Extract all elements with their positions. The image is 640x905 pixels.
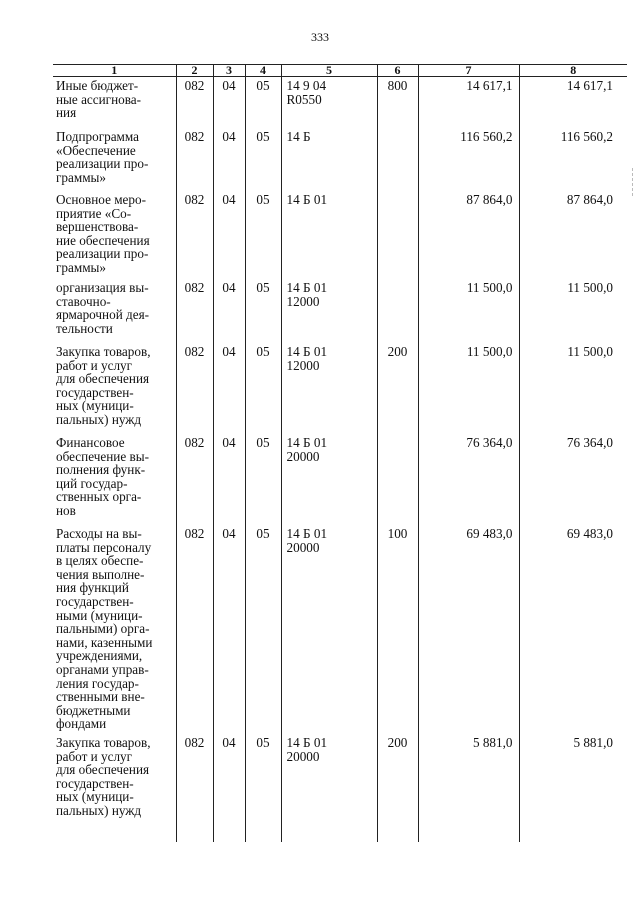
ministry-code: 082 <box>176 527 213 736</box>
ministry-code: 082 <box>176 736 213 842</box>
col-header: 7 <box>418 65 519 77</box>
section-code: 04 <box>213 281 245 345</box>
table-row <box>53 345 627 436</box>
row-name: Основное меро- приятие «Со- вершенствова- ние обеспечения реализации про- граммы» <box>53 193 176 281</box>
row-name: Финансовое обеспечение вы- полнения функ- ций государ- ственных орга- нов <box>53 436 176 527</box>
target-code: 14 Б 01 <box>281 193 377 281</box>
amount-col8: 5 881,0 <box>519 736 627 842</box>
amount-col8: 87 864,0 <box>519 193 627 281</box>
header-row <box>53 65 627 77</box>
amount-col7: 5 881,0 <box>418 736 519 842</box>
target-code: 14 Б 01 12000 <box>281 345 377 436</box>
target-code: 14 Б 01 20000 <box>281 436 377 527</box>
amount-col8: 11 500,0 <box>519 281 627 345</box>
section-code: 04 <box>213 345 245 436</box>
subsection-code: 05 <box>245 281 281 345</box>
expense-type: 800 <box>377 77 418 131</box>
section-code: 04 <box>213 527 245 736</box>
target-code: 14 9 04 R0550 <box>281 77 377 131</box>
col-header: 3 <box>213 65 245 77</box>
target-code: 14 Б 01 20000 <box>281 736 377 842</box>
section-code: 04 <box>213 736 245 842</box>
row-name: организация вы- ставочно- ярмарочной дея- тельности <box>53 281 176 345</box>
amount-col8: 76 364,0 <box>519 436 627 527</box>
ministry-code: 082 <box>176 77 213 131</box>
amount-col7: 11 500,0 <box>418 345 519 436</box>
target-code: 14 Б 01 12000 <box>281 281 377 345</box>
col-header: 4 <box>245 65 281 77</box>
amount-col7: 87 864,0 <box>418 193 519 281</box>
amount-col8: 11 500,0 <box>519 345 627 436</box>
subsection-code: 05 <box>245 130 281 193</box>
amount-col7: 11 500,0 <box>418 281 519 345</box>
ministry-code: 082 <box>176 345 213 436</box>
ministry-code: 082 <box>176 193 213 281</box>
amount-col7: 14 617,1 <box>418 77 519 131</box>
expense-type <box>377 193 418 281</box>
row-name: Закупка товаров, работ и услуг для обеспечения государствен- ных (муници- пальных) нужд <box>53 345 176 436</box>
ministry-code: 082 <box>176 436 213 527</box>
amount-col8: 69 483,0 <box>519 527 627 736</box>
expense-type <box>377 130 418 193</box>
section-code: 04 <box>213 77 245 131</box>
budget-table <box>53 64 627 842</box>
amount-col7: 69 483,0 <box>418 527 519 736</box>
section-code: 04 <box>213 130 245 193</box>
col-header: 2 <box>176 65 213 77</box>
table-row <box>53 193 627 281</box>
subsection-code: 05 <box>245 193 281 281</box>
target-code: 14 Б 01 20000 <box>281 527 377 736</box>
col-header: 5 <box>281 65 377 77</box>
page-number: 333 <box>311 30 329 44</box>
amount-col7: 116 560,2 <box>418 130 519 193</box>
subsection-code: 05 <box>245 736 281 842</box>
col-header: 6 <box>377 65 418 77</box>
col-header: 8 <box>519 65 627 77</box>
section-code: 04 <box>213 436 245 527</box>
expense-type <box>377 281 418 345</box>
expense-type: 100 <box>377 527 418 736</box>
subsection-code: 05 <box>245 436 281 527</box>
row-name: Расходы на вы- платы персоналу в целях обеспе- чения выполне- ния функций государствен- ными (муници- пальными) орга- нами, казенными учреждениями, органами управ- ления государ- ственными вне- бюджетными фондами <box>53 527 176 736</box>
table-row <box>53 281 627 345</box>
expense-type: 200 <box>377 736 418 842</box>
table-row <box>53 130 627 193</box>
row-name: Подпрограмма «Обеспечение реализации про- граммы» <box>53 130 176 193</box>
subsection-code: 05 <box>245 77 281 131</box>
table-row <box>53 436 627 527</box>
col-header: 1 <box>53 65 176 77</box>
row-name: Иные бюджет- ные ассигнова- ния <box>53 77 176 131</box>
amount-col7: 76 364,0 <box>418 436 519 527</box>
table-row <box>53 736 627 842</box>
amount-col8: 116 560,2 <box>519 130 627 193</box>
ministry-code: 082 <box>176 281 213 345</box>
ministry-code: 082 <box>176 130 213 193</box>
expense-type: 200 <box>377 345 418 436</box>
expense-type <box>377 436 418 527</box>
table-row <box>53 77 627 131</box>
target-code: 14 Б <box>281 130 377 193</box>
subsection-code: 05 <box>245 345 281 436</box>
table-row <box>53 527 627 736</box>
subsection-code: 05 <box>245 527 281 736</box>
amount-col8: 14 617,1 <box>519 77 627 131</box>
section-code: 04 <box>213 193 245 281</box>
row-name: Закупка товаров, работ и услуг для обеспечения государствен- ных (муници- пальных) нужд <box>53 736 176 842</box>
scan-edge-mark <box>632 168 634 196</box>
